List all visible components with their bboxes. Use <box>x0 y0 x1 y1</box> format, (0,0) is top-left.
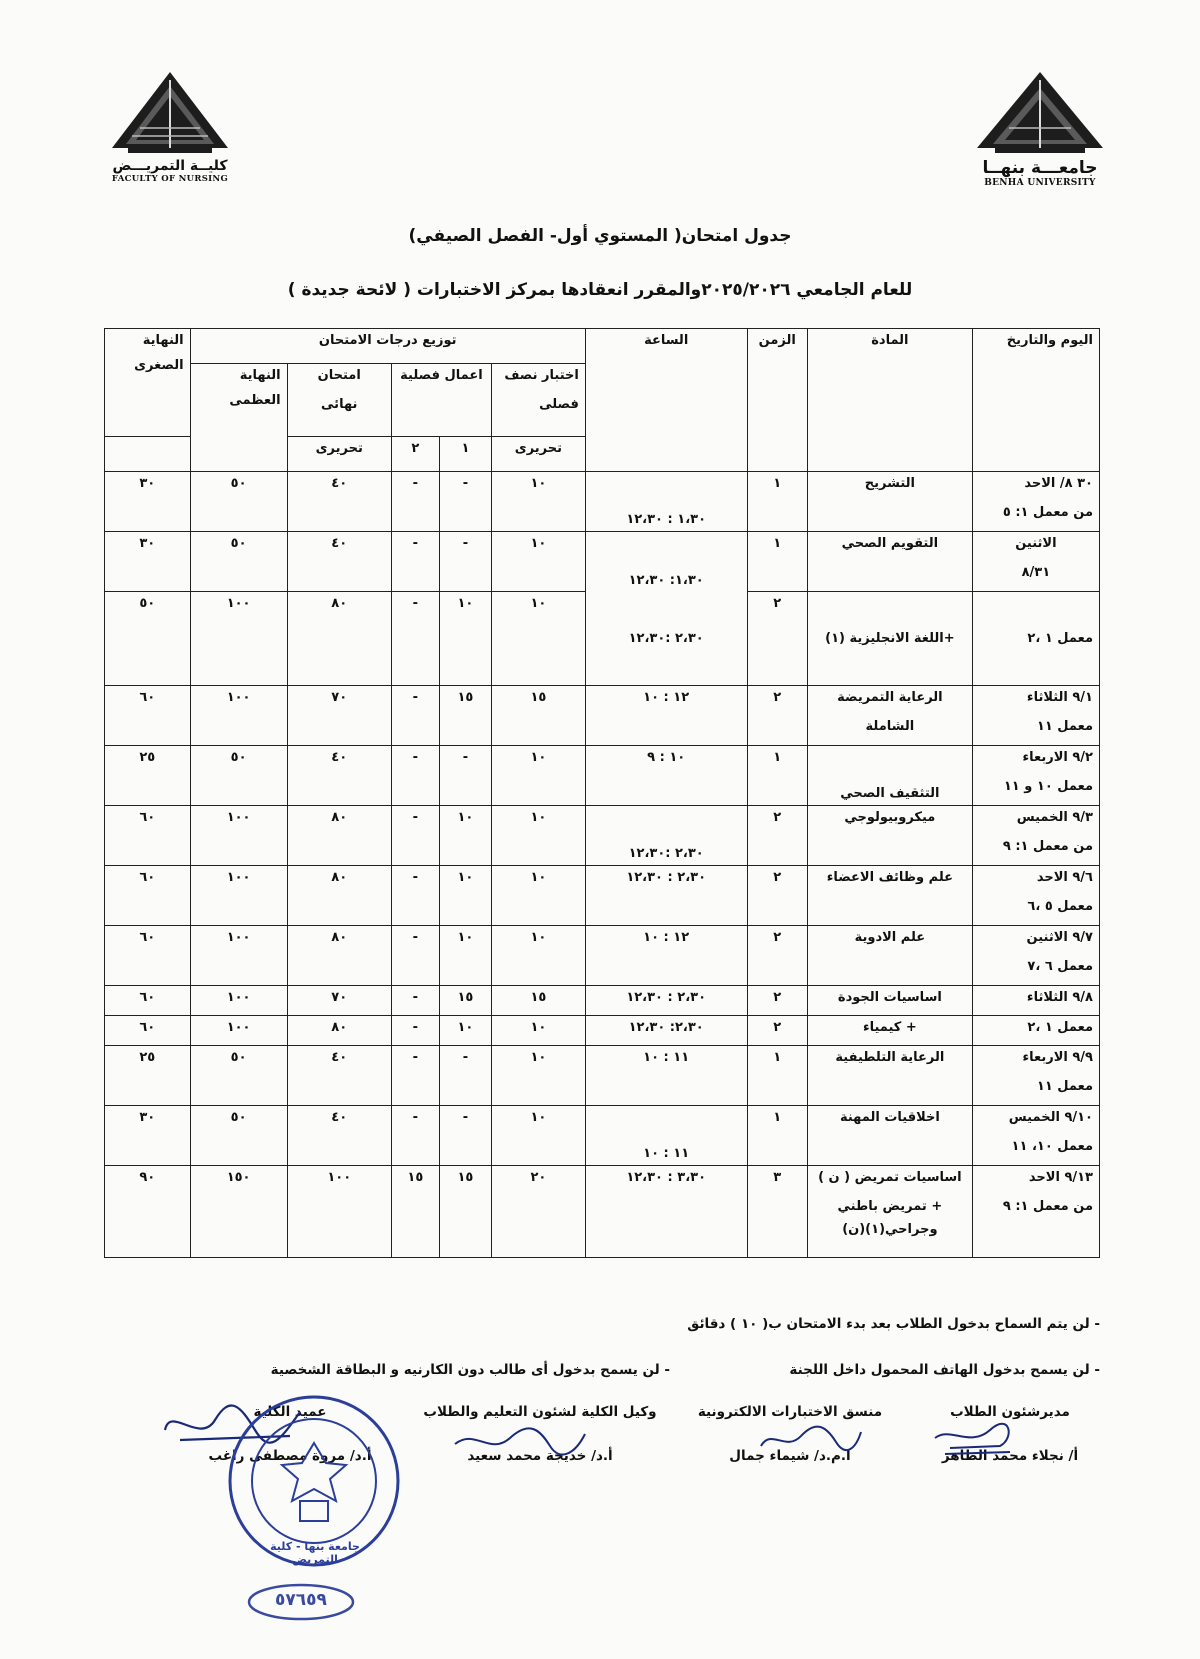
pyramid-logo-icon <box>110 70 230 156</box>
cell-day-line2: من معمل ١: ٩ <box>1002 1199 1093 1214</box>
cell-duration: ٢ <box>747 592 807 686</box>
header-final-line1: امتحان <box>317 368 361 383</box>
cell-subject <box>807 686 972 746</box>
cell-day <box>972 746 1099 806</box>
cell-final: ٨٠ <box>287 866 391 926</box>
cell-coursework-1: ١٠ <box>439 592 491 686</box>
cell-midterm: ١٥ <box>491 986 585 1016</box>
cell-day <box>972 806 1099 866</box>
cell-subject-line3: وجراحي(١)(ن) <box>842 1222 938 1237</box>
cell-subject-line2: + تمريض باطني <box>837 1199 943 1214</box>
cell-day-line2: ٨/٣١ <box>1021 565 1051 580</box>
cell-max: ١٠٠ <box>190 866 287 926</box>
cell-min: ٦٠ <box>105 806 191 866</box>
cell-duration: ١ <box>747 1106 807 1166</box>
cell-midterm: ١٠ <box>491 866 585 926</box>
cell-max: ١٠٠ <box>190 1016 287 1046</box>
cell-subject: التقويم الصحي <box>807 532 972 592</box>
header-min-blank <box>105 437 191 472</box>
cell-time: ١٠ : ٩ <box>585 746 747 806</box>
cell-duration: ١ <box>747 1046 807 1106</box>
header-duration: الزمن <box>747 329 807 472</box>
cell-coursework-1: ١٥ <box>439 986 491 1016</box>
cell-day: ٩/٨ الثلاثاء <box>972 986 1099 1016</box>
table-row <box>105 686 1100 746</box>
note-id-card: - لن يسمح بدخول أى طالب دون الكارنيه و البطاقة الشخصية <box>270 1362 670 1378</box>
cell-time: ٢،٣٠ : ١٢،٣٠ <box>585 866 747 926</box>
cell-day <box>972 472 1099 532</box>
cell-time: ٣،٣٠ : ١٢،٣٠ <box>585 1166 747 1258</box>
cell-duration: ١ <box>747 532 807 592</box>
cell-min: ٢٥ <box>105 746 191 806</box>
cell-coursework-1: ١٠ <box>439 806 491 866</box>
signature-name: أ.د/ خديجة محمد سعيد <box>467 1448 613 1464</box>
schedule-title: جدول امتحان( المستوي أول- الفصل الصيفي) <box>408 226 792 246</box>
cell-coursework-2: - <box>391 866 439 926</box>
note-mobile-phone: - لن يسمح بدخول الهاتف المحمول داخل اللجنة <box>789 1362 1100 1378</box>
cell-final: ٧٠ <box>287 686 391 746</box>
cell-subject <box>807 1166 972 1258</box>
header-midterm-written: تحريرى <box>491 437 585 472</box>
cell-subject: علم وظائف الاعضاء <box>807 866 972 926</box>
cell-final: ٨٠ <box>287 926 391 986</box>
cell-max: ٥٠ <box>190 746 287 806</box>
table-row <box>105 592 1100 686</box>
table-row <box>105 472 1100 532</box>
serial-number: ٥٧٦٥٩ <box>275 1590 327 1610</box>
header-min-line2: الصغرى <box>134 358 184 373</box>
cell-duration: ٢ <box>747 986 807 1016</box>
cell-midterm: ١٠ <box>491 1106 585 1166</box>
cell-time: ٢،٣٠ :١٢،٣٠ <box>585 592 747 686</box>
cell-max: ٥٠ <box>190 1046 287 1106</box>
cell-max: ٥٠ <box>190 472 287 532</box>
table-row <box>105 1106 1100 1166</box>
signature-role: منسق الاختبارات الالكترونية <box>697 1404 883 1420</box>
cell-min: ٣٠ <box>105 532 191 592</box>
cell-day-line1: ٩/٧ الاثنين <box>1026 930 1093 945</box>
header-coursework-1: ١ <box>439 437 491 472</box>
cell-time: ٢،٣٠: ١٢،٣٠ <box>585 1016 747 1046</box>
cell-coursework-2: - <box>391 592 439 686</box>
cell-coursework-1: ١٠ <box>439 866 491 926</box>
cell-time: ١،٣٠: ١٢،٣٠ <box>585 532 747 592</box>
cell-day <box>972 1106 1099 1166</box>
cell-duration: ٢ <box>747 806 807 866</box>
signature-scribble-icon <box>756 1418 866 1458</box>
header-min-grade <box>105 329 191 437</box>
cell-min: ٢٥ <box>105 1046 191 1106</box>
cell-day-line2: معمل ١١ <box>1036 719 1093 734</box>
cell-min: ٣٠ <box>105 472 191 532</box>
cell-subject: + كيمياء <box>807 1016 972 1046</box>
header-final-written: تحريرى <box>287 437 391 472</box>
header-max-line1: النهاية <box>239 368 281 383</box>
cell-subject-line1: اساسيات تمريض ( ن ) <box>818 1170 962 1185</box>
pyramid-logo-icon <box>975 70 1105 156</box>
stamp-text: جامعة بنها - كلية التمريض <box>270 1540 360 1566</box>
cell-subject: +اللغة الانجليزية (١) <box>807 592 972 686</box>
cell-final: ٤٠ <box>287 1106 391 1166</box>
table-row <box>105 806 1100 866</box>
cell-coursework-2: - <box>391 472 439 532</box>
cell-day <box>972 686 1099 746</box>
header-midterm <box>491 364 585 437</box>
cell-min: ٣٠ <box>105 1106 191 1166</box>
cell-duration: ٣ <box>747 1166 807 1258</box>
cell-min: ٦٠ <box>105 686 191 746</box>
signature-name: أ.د/ مروة مصطفى راغب <box>208 1448 372 1464</box>
cell-day-line2: معمل ٥ ،٦ <box>1027 899 1093 914</box>
header-min-line1: النهاية <box>142 333 184 348</box>
cell-day-line1: ٩/١٣ الاحد <box>1028 1170 1093 1185</box>
header-midterm-line2: فصلى <box>539 397 579 412</box>
cell-coursework-2: - <box>391 806 439 866</box>
header-day-date: اليوم والتاريخ <box>972 329 1099 472</box>
cell-day-line2: من معمل ١: ٩ <box>1002 839 1093 854</box>
cell-midterm: ١٠ <box>491 746 585 806</box>
cell-time: ١٢ : ١٠ <box>585 926 747 986</box>
cell-subject: التشريح <box>807 472 972 532</box>
cell-day-line2: معمل ٦ ،٧ <box>1027 959 1093 974</box>
note-late-entry: - لن يتم السماح بدخول الطلاب بعد بدء الامتحان ب( ١٠ ) دقائق <box>687 1316 1100 1332</box>
cell-midterm: ١٠ <box>491 1046 585 1106</box>
table-row <box>105 1016 1100 1046</box>
cell-coursework-2: - <box>391 986 439 1016</box>
cell-subject: التثقيف الصحي <box>807 746 972 806</box>
benha-university-logo <box>965 70 1115 188</box>
cell-final: ٨٠ <box>287 592 391 686</box>
cell-day-line2: معمل ١١ <box>1036 1079 1093 1094</box>
signature-name: أ/ نجلاء محمد الطاهر <box>941 1448 1079 1464</box>
signature-scribble-icon <box>930 1418 1020 1460</box>
cell-time: ١١ : ١٠ <box>585 1046 747 1106</box>
cell-min: ٩٠ <box>105 1166 191 1258</box>
cell-time: ١١ : ١٠ <box>585 1106 747 1166</box>
cell-coursework-2: - <box>391 926 439 986</box>
cell-day <box>972 1046 1099 1106</box>
table-row <box>105 1046 1100 1106</box>
cell-day-line1: ٩/١ الثلاثاء <box>1026 690 1093 705</box>
cell-final: ٧٠ <box>287 986 391 1016</box>
signature-role: عميد الكلية <box>253 1404 327 1420</box>
header-final <box>287 364 391 437</box>
cell-coursework-1: ١٥ <box>439 686 491 746</box>
cell-midterm: ١٠ <box>491 472 585 532</box>
cell-subject: اخلاقيات المهنة <box>807 1106 972 1166</box>
cell-coursework-2: - <box>391 686 439 746</box>
cell-coursework-1: ١٠ <box>439 926 491 986</box>
cell-midterm: ١٥ <box>491 686 585 746</box>
cell-midterm: ١٠ <box>491 926 585 986</box>
cell-midterm: ١٠ <box>491 806 585 866</box>
cell-coursework-2: - <box>391 746 439 806</box>
cell-time: ١،٣٠ : ١٢،٣٠ <box>585 472 747 532</box>
cell-coursework-2: - <box>391 1016 439 1046</box>
cell-final: ٨٠ <box>287 806 391 866</box>
cell-coursework-1: - <box>439 1106 491 1166</box>
header-coursework: اعمال فصلية <box>391 364 491 437</box>
cell-duration: ٢ <box>747 1016 807 1046</box>
cell-duration: ١ <box>747 746 807 806</box>
header-time: الساعة <box>585 329 747 472</box>
cell-day: معمل ١ ،٢ <box>972 592 1099 686</box>
header-max-grade <box>190 364 287 472</box>
cell-max: ١٥٠ <box>190 1166 287 1258</box>
cell-min: ٥٠ <box>105 592 191 686</box>
cell-final: ٨٠ <box>287 1016 391 1046</box>
faculty-of-nursing-logo <box>100 70 240 184</box>
cell-max: ٥٠ <box>190 532 287 592</box>
cell-time: ٢،٣٠ : ١٢،٣٠ <box>585 986 747 1016</box>
cell-final: ٤٠ <box>287 746 391 806</box>
signature-role: مديرشئون الطلاب <box>950 1404 1070 1420</box>
table-row <box>105 866 1100 926</box>
cell-subject-line2: الشاملة <box>865 719 915 734</box>
table-row <box>105 746 1100 806</box>
cell-subject: اساسيات الجودة <box>807 986 972 1016</box>
cell-day-line2: من معمل ١: ٥ <box>1002 505 1093 520</box>
cell-day-line1: ٩/٣ الخميس <box>1016 810 1093 825</box>
cell-max: ١٠٠ <box>190 986 287 1016</box>
header-midterm-line1: اختبار نصف <box>504 368 579 383</box>
header-subject: المادة <box>807 329 972 472</box>
cell-day-line1: الاثنين <box>1015 536 1057 551</box>
cell-midterm: ١٠ <box>491 532 585 592</box>
table-row <box>105 532 1100 592</box>
signature-scribble-icon <box>450 1424 590 1460</box>
cell-time: ٢،٣٠ :١٢،٣٠ <box>585 806 747 866</box>
university-logo-arabic-text: جامعـــة بنهــا <box>982 158 1098 178</box>
cell-max: ٥٠ <box>190 1106 287 1166</box>
cell-duration: ٢ <box>747 866 807 926</box>
header-grades-distribution: توزيع درجات الامتحان <box>190 329 585 364</box>
table-row <box>105 986 1100 1016</box>
cell-coursework-1: - <box>439 472 491 532</box>
cell-midterm: ٢٠ <box>491 1166 585 1258</box>
cell-day-line2: معمل ١٠ و ١١ <box>1003 779 1093 794</box>
cell-subject-line1: الرعاية التمريضة <box>837 690 943 705</box>
cell-coursework-1: ١٥ <box>439 1166 491 1258</box>
cell-min: ٦٠ <box>105 866 191 926</box>
cell-day-line1: ٩/٩ الاربعاء <box>1022 1050 1093 1065</box>
cell-coursework-1: - <box>439 1046 491 1106</box>
table-row <box>105 1166 1100 1258</box>
cell-midterm: ١٠ <box>491 592 585 686</box>
cell-duration: ١ <box>747 472 807 532</box>
cell-subject: ميكروبيولوجي <box>807 806 972 866</box>
signature-name: ا.م.د/ شيماء جمال <box>729 1448 851 1464</box>
cell-coursework-1: - <box>439 746 491 806</box>
cell-min: ٦٠ <box>105 1016 191 1046</box>
cell-coursework-1: ١٠ <box>439 1016 491 1046</box>
cell-max: ١٠٠ <box>190 926 287 986</box>
cell-day <box>972 926 1099 986</box>
header-coursework-2: ٢ <box>391 437 439 472</box>
cell-coursework-1: - <box>439 532 491 592</box>
cell-subject: علم الادوية <box>807 926 972 986</box>
cell-time: ١٢ : ١٠ <box>585 686 747 746</box>
cell-day-line1: ٩/١٠ الخميس <box>1008 1110 1093 1125</box>
cell-final: ٤٠ <box>287 532 391 592</box>
cell-max: ١٠٠ <box>190 686 287 746</box>
cell-max: ١٠٠ <box>190 806 287 866</box>
cell-day <box>972 532 1099 592</box>
cell-midterm: ١٠ <box>491 1016 585 1046</box>
university-logo-english-text: BENHA UNIVERSITY <box>984 178 1096 188</box>
cell-coursework-2: - <box>391 1106 439 1166</box>
cell-final: ٤٠ <box>287 1046 391 1106</box>
cell-duration: ٢ <box>747 926 807 986</box>
cell-min: ٦٠ <box>105 926 191 986</box>
faculty-logo-english-text: FACULTY OF NURSING <box>111 174 229 184</box>
cell-coursework-2: - <box>391 532 439 592</box>
cell-max: ١٠٠ <box>190 592 287 686</box>
cell-day-line1: ٣٠ ٨/ الاحد <box>1024 476 1093 491</box>
faculty-logo-arabic-text: كليــة التمريـــض <box>112 158 228 174</box>
cell-day: معمل ١ ،٢ <box>972 1016 1099 1046</box>
cell-day <box>972 1166 1099 1258</box>
header-final-line2: نهائى <box>321 397 358 412</box>
cell-day <box>972 866 1099 926</box>
schedule-subtitle: للعام الجامعي ٢٠٢٥/٢٠٢٦والمقرر انعقادها بمركز الاختبارات ( لائحة جديدة ) <box>287 280 913 300</box>
cell-final: ٤٠ <box>287 472 391 532</box>
header-max-line2: العظمى <box>229 393 281 408</box>
cell-day-line1: ٩/٦ الاحد <box>1036 870 1093 885</box>
cell-min: ٦٠ <box>105 986 191 1016</box>
cell-day-line1: ٩/٢ الاربعاء <box>1022 750 1093 765</box>
cell-subject: الرعاية التلطيفية <box>807 1046 972 1106</box>
cell-day-line2: معمل ١٠، ١١ <box>1011 1139 1093 1154</box>
table-row <box>105 926 1100 986</box>
cell-duration: ٢ <box>747 686 807 746</box>
signature-role: وكيل الكلية لشئون التعليم والطلاب <box>423 1404 657 1420</box>
cell-coursework-2: ١٥ <box>391 1166 439 1258</box>
cell-coursework-2: - <box>391 1046 439 1106</box>
cell-final: ١٠٠ <box>287 1166 391 1258</box>
exam-schedule-table <box>104 328 1100 1258</box>
